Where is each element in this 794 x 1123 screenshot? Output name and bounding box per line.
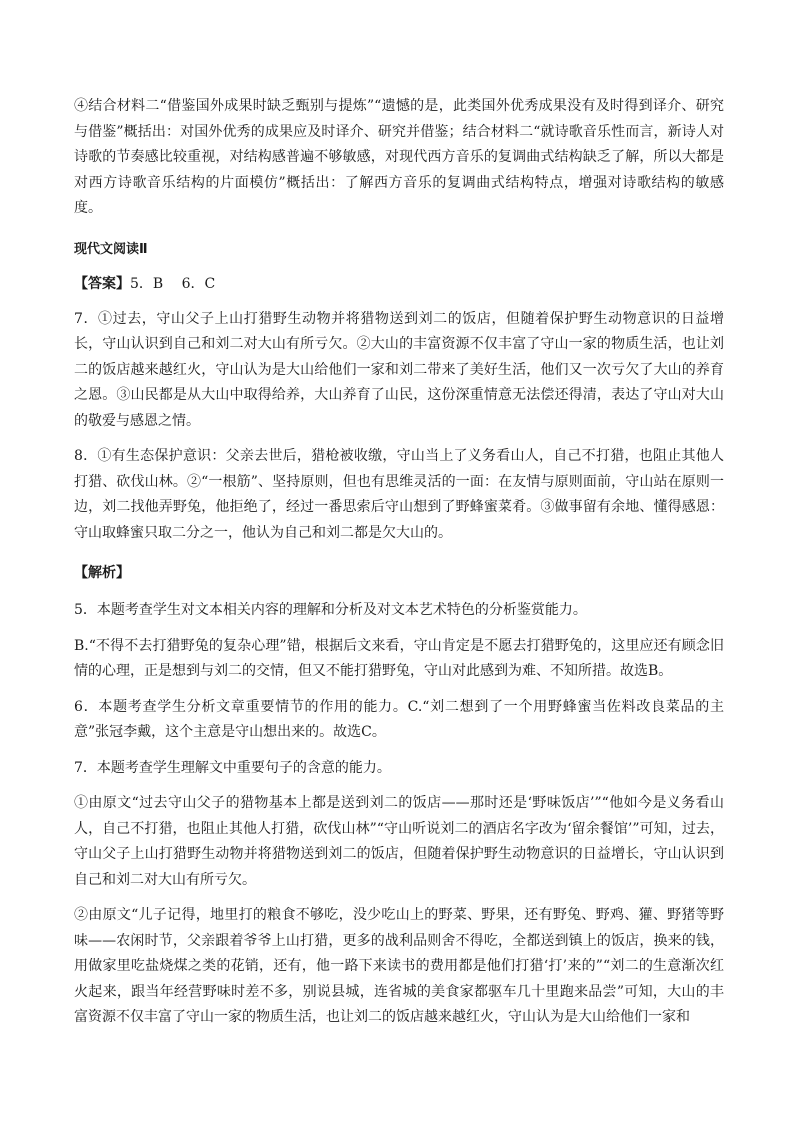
analysis-q7-point-1: ①由原文“过去守山父子的猎物基本上都是送到刘二的饭店——那时还是‘野味饭店’”“他如今是义务看山人，自己不打猎，也阻止其他人打猎，砍伐山林”“守山听说刘二的酒店名字改为‘留余餐馆’”可知，过去，守山父子上山打猎野生动物并将猎物送到刘二的饭店，但随着保护野生动物意识的日益增长，守山认识到自己和刘二对大山有所亏欠。	[74, 795, 724, 888]
answer-line	[74, 272, 724, 296]
analysis-tag: 【解析】	[74, 565, 130, 581]
paragraph-intro: ④结合材料二“借鉴国外成果时缺乏甄别与提炼”“遗憾的是，此类国外优秀成果没有及时得到译介、研究与借鉴”概括出：对国外优秀的成果应及时译介、研究并借鉴；结合材料二“就诗歌音乐性而言，新诗人对诗歌的节奏感比较重视，对结构感普遍不够敏感，对现代西方音乐的复调曲式结构缺乏了解，所以大都是对西方诗歌音乐结构的片面模仿”概括出：了解西方音乐的复调曲式结构特点，增强对诗歌结构的敏感度。	[74, 98, 724, 216]
section-heading: 现代文阅读Ⅱ	[74, 241, 148, 257]
analysis-q7-point-2: ②由原文“儿子记得，地里打的粮食不够吃，没少吃山上的野菜、野果，还有野兔、野鸡、獾、野猪等野味——农闲时节，父亲跟着爷爷上山打猎，更多的战利品则舍不得吃，全都送到镇上的饭店，换来的钱，用做家里吃盐烧煤之类的花销，还有，他一路下来读书的费用都是他们打猎‘打’来的”“刘二的生意渐次红火起来，跟当年经营野味时差不多，别说县城，连省城的美食家都驱车几十里跑来品尝”可知，大山的丰富资源不仅丰富了守山一家的物质生活，也让刘二的饭店越来越红火，守山认为是大山给他们一家和	[74, 907, 724, 1025]
answer-text: 5．B 6．C	[130, 275, 216, 292]
document-page	[74, 94, 724, 1041]
answer-q8: 8．①有生态保护意识：父亲去世后，猎枪被收缴，守山当上了义务看山人，自己不打猎，也阻止其他人打猎、砍伐山林。②“一根筋”、坚持原则，但也有思维灵活的一面：在友情与原则面前，守山站在原则一边，刘二找他弄野兔，他拒绝了，经过一番思索后守山想到了野蜂蜜菜肴。③做事留有余地、懂得感恩：守山取蜂蜜只取二分之一，他认为自己和刘二都是欠大山的。	[74, 448, 724, 541]
analysis-q5-option-b: B.“不得不去打猎野兔的复杂心理”错，根据后文来看，守山肯定是不愿去打猎野兔的，这里应还有顾念旧情的心理，正是想到与刘二的交情，但又不能打猎野兔，守山对此感到为难、不知所措。故选B。	[74, 637, 724, 679]
answer-tag: 【答案】	[74, 275, 130, 292]
analysis-q7: 7．本题考查学生理解文中重要句子的含意的能力。	[74, 759, 391, 776]
analysis-q6: 6．本题考查学生分析文章重要情节的作用的能力。C.“刘二想到了一个用野蜂蜜当佐料改良菜品的主意”张冠李戴，这个主意是守山想出来的。故选C。	[74, 698, 724, 740]
answer-q7: 7．①过去，守山父子上山打猎野生动物并将猎物送到刘二的饭店，但随着保护野生动物意识的日益增长，守山认识到自己和刘二对大山有所亏欠。②大山的丰富资源不仅丰富了守山一家的物质生活，也让刘二的饭店越来越红火，守山认为是大山给他们一家和刘二带来了美好生活，他们又一次亏欠了大山的养育之恩。③山民都是从大山中取得给养，大山养育了山民，这份深重情意无法偿还得清，表达了守山对大山的敬爱与感恩之情。	[74, 310, 724, 429]
analysis-q5: 5．本题考查学生对文本相关内容的理解和分析及对文本艺术特色的分析鉴赏能力。	[74, 602, 587, 618]
